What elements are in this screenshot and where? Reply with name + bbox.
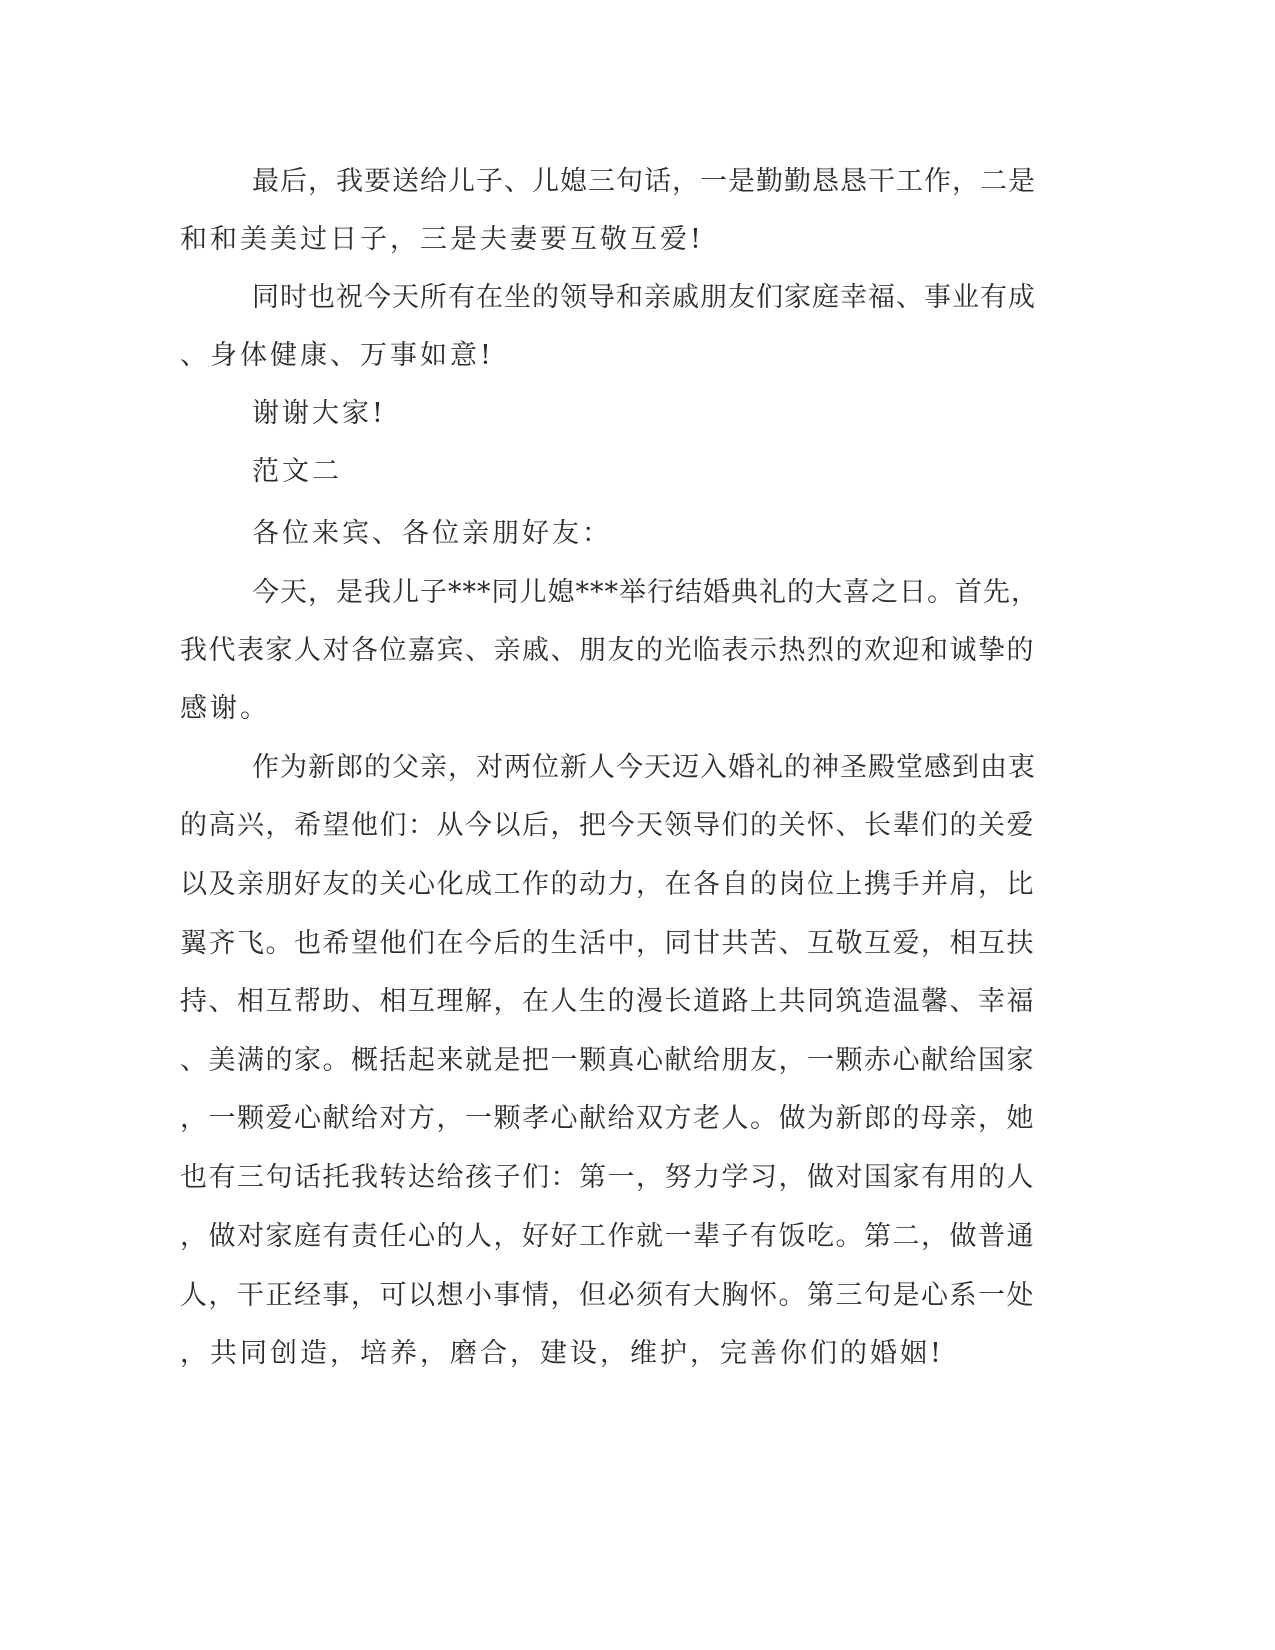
paragraph-line: 同时也祝今天所有在坐的领导和亲戚朋友们家庭幸福、事业有成 — [252, 282, 1036, 313]
paragraph-line: ，做对家庭有责任心的人，好好工作就一辈子有饭吃。第二，做普通 — [180, 1221, 1035, 1252]
paragraph-line: 感谢。 — [180, 693, 270, 724]
paragraph-line: 、身体健康、万事如意! — [180, 340, 494, 371]
paragraph-line: 我代表家人对各位嘉宾、亲戚、朋友的光临表示热烈的欢迎和诚挚的 — [180, 635, 1035, 666]
paragraph-line: 翼齐飞。也希望他们在今后的生活中，同甘共苦、互敬互爱，相互扶 — [180, 928, 1035, 959]
paragraph-line: 也有三句话托我转达给孩子们：第一，努力学习，做对国家有用的人 — [180, 1162, 1035, 1193]
paragraph-line: 今天，是我儿子***同儿媳***举行结婚典礼的大喜之日。首先， — [252, 577, 1039, 608]
paragraph-line: 最后，我要送给儿子、儿媳三句话，一是勤勤恳恳干工作，二是 — [252, 166, 1036, 197]
paragraph-line: 以及亲朋好友的关心化成工作的动力，在各自的岗位上携手并肩，比 — [180, 869, 1035, 900]
paragraph-line: 作为新郎的父亲，对两位新人今天迈入婚礼的神圣殿堂感到由衷 — [252, 752, 1036, 783]
paragraph-line: 和和美美过日子，三是夫妻要互敬互爱! — [180, 224, 704, 255]
section-heading: 范文二 — [252, 456, 342, 487]
paragraph-line: ，一颗爱心献给对方，一颗孝心献给双方老人。做为新郎的母亲，她 — [180, 1103, 1035, 1134]
paragraph-line: 持、相互帮助、相互理解，在人生的漫长道路上共同筑造温馨、幸福 — [180, 986, 1035, 1017]
paragraph-line: ，共同创造，培养，磨合，建设，维护，完善你们的婚姻! — [180, 1338, 944, 1369]
closing-thanks: 谢谢大家! — [252, 398, 386, 429]
paragraph-line: 的高兴，希望他们：从今以后，把今天领导们的关怀、长辈们的关爱 — [180, 810, 1035, 841]
paragraph-line: 人，干正经事，可以想小事情，但必须有大胸怀。第三句是心系一处 — [180, 1280, 1035, 1311]
salutation: 各位来宾、各位亲朋好友： — [252, 518, 612, 549]
paragraph-line: 、美满的家。概括起来就是把一颗真心献给朋友，一颗赤心献给国家 — [180, 1045, 1035, 1076]
